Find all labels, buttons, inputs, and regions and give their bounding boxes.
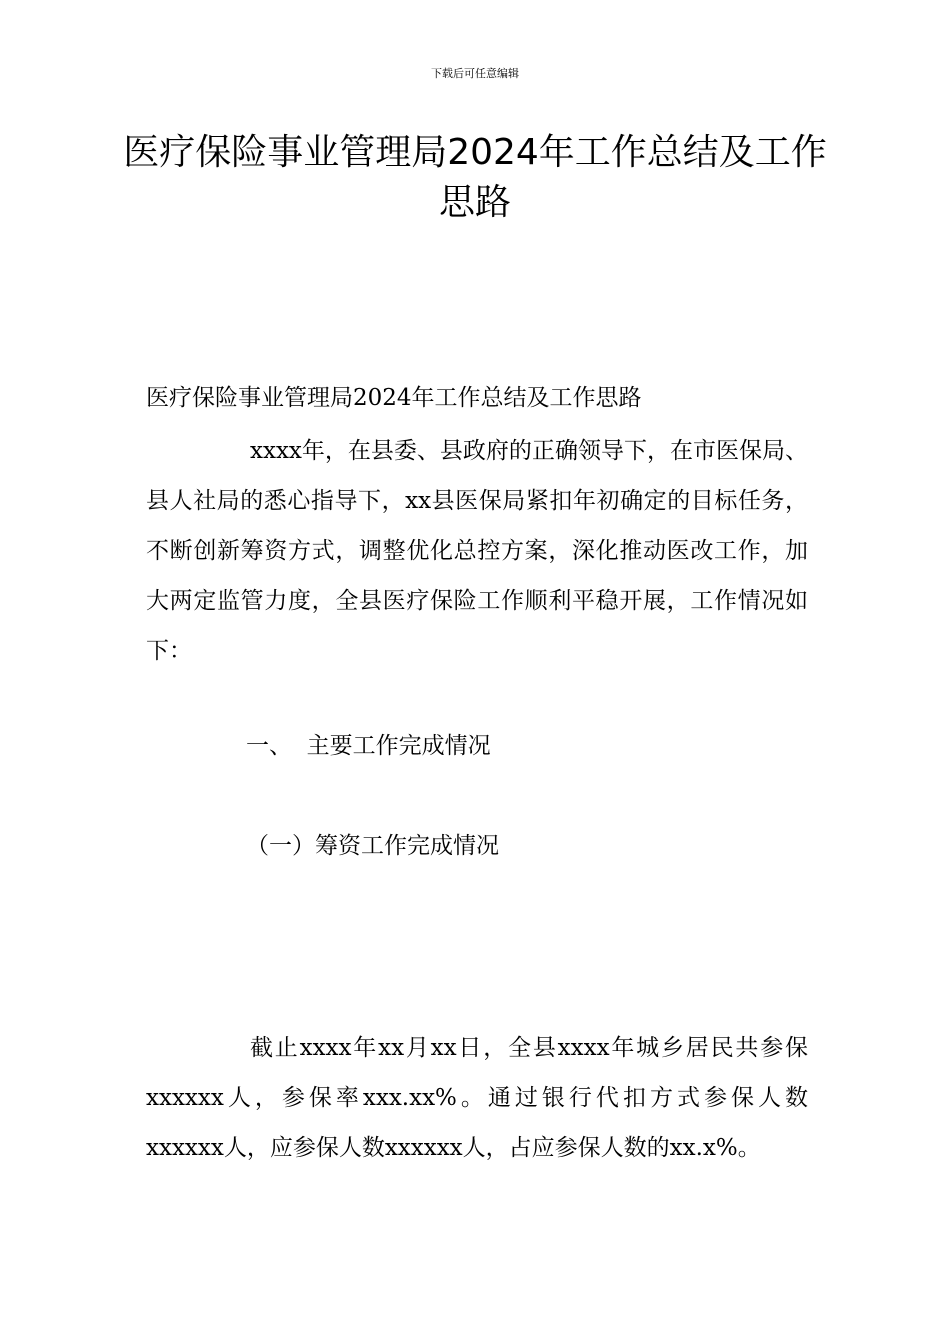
header-note: 下载后可任意编辑 xyxy=(431,67,519,80)
fundraising-paragraph: 截止xxxx年xx月xx日，全县xxxx年城乡居民共参保xxxxxx人，参保率xxx.xx%。通过银行代扣方式参保人数xxxxxx人，应参保人数xxxxxx人，占应参保人数的xx.x%。 xyxy=(146,1035,808,1161)
document-title: 医疗保险事业管理局2024年工作总结及工作思路 xyxy=(123,132,827,223)
section-heading-main-work: 一、 主要工作完成情况 xyxy=(246,733,491,759)
subsection-heading-fundraising: （一）筹资工作完成情况 xyxy=(246,833,499,859)
document-subtitle: 医疗保险事业管理局2024年工作总结及工作思路 xyxy=(146,385,642,411)
intro-paragraph: xxxx年，在县委、县政府的正确领导下，在市医保局、县人社局的悉心指导下，xx县医保局紧扣年初确定的目标任务，不断创新筹资方式，调整优化总控方案，深化推动医改工作，加大两定监管力度，全县医疗保险工作顺利平稳开展，工作情况如下： xyxy=(146,438,808,664)
